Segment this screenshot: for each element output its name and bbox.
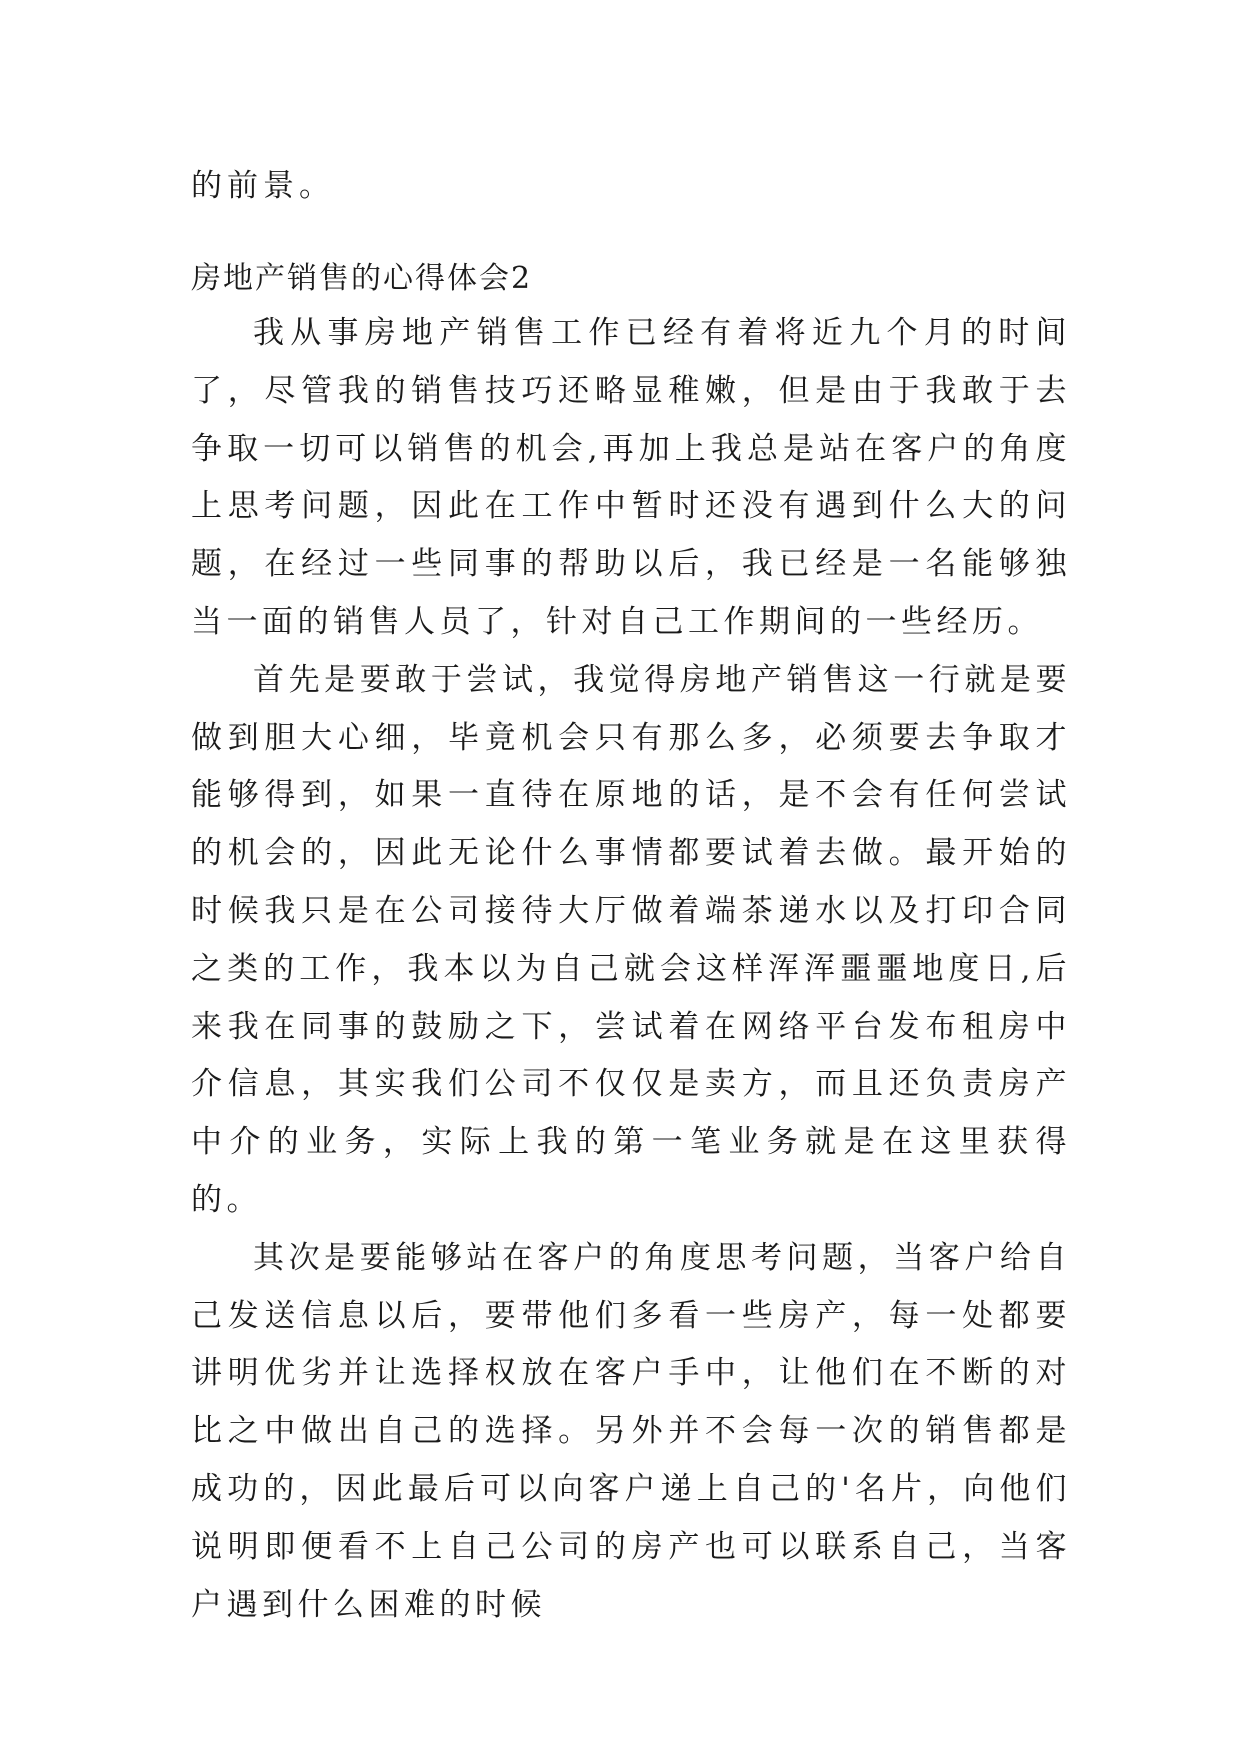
continuation-line: 的前景。 <box>191 168 335 204</box>
paragraph-2: 首先是要敢于尝试，我觉得房地产销售这一行就是要做到胆大心细，毕竟机会只有那么多，必须要去争取才能够得到，如果一直待在原地的话，是不会有任何尝试的机会的，因此无论什么事情都要试着去做。最开始的时候我只是在公司接待大厅做着端茶递水以及打印合同之类的工作，我本以为自己就会这样浑浑噩噩地度日,后来我在同事的鼓励之下，尝试着在网络平台发布租房中介信息，其实我们公司不仅仅是卖方，而且还负责房产中介的业务，实际上我的第一笔业务就是在这里获得的。 <box>191 661 1071 1218</box>
paragraph-1: 我从事房地产销售工作已经有着将近九个月的时间了，尽管我的销售技巧还略显稚嫩，但是由于我敢于去争取一切可以销售的机会,再加上我总是站在客户的角度上思考问题，因此在工作中暂时还没有遇到什么大的问题，在经过一些同事的帮助以后，我已经是一名能够独当一面的销售人员了，针对自己工作期间的一些经历。 <box>191 315 1071 640</box>
section-heading: 房地产销售的心得体会2 <box>191 261 533 296</box>
paragraph-3: 其次是要能够站在客户的角度思考问题，当客户给自己发送信息以后，要带他们多看一些房产，每一处都要讲明优劣并让选择权放在客户手中，让他们在不断的对比之中做出自己的选择。另外并不会每一次的销售都是成功的，因此最后可以向客户递上自己的'名片，向他们说明即便看不上自己公司的房产也可以联系自己，当客户遇到什么困难的时候 <box>191 1239 1071 1623</box>
body-text <box>191 305 1071 1634</box>
